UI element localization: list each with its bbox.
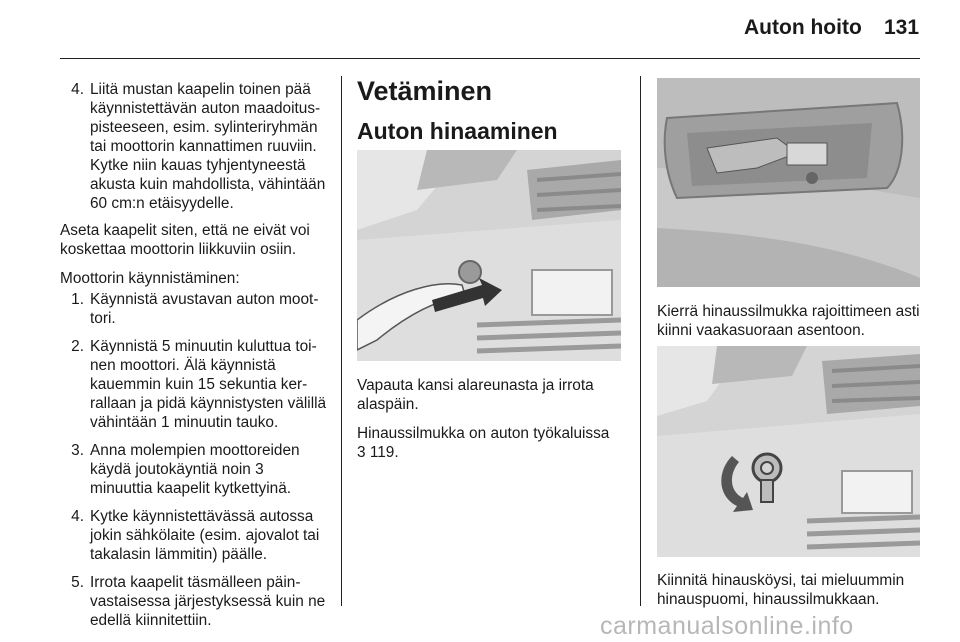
- subsection-heading: Auton hinaaminen: [357, 118, 558, 144]
- list-item: 4. Kytke käynnistettävässä autossa jokin sähkölaite (esim. ajovalot tai takalasin lämmitin) päälle.: [71, 508, 320, 563]
- caption-tow-eye-location: Hinaussilmukka on auton työkaluissa 3 119.: [357, 425, 610, 461]
- section-title: Auton hoito: [744, 16, 862, 39]
- paragraph-cables: Aseta kaapelit siten, että ne eivät voi koskettaa moottorin liikkuviin osiin.: [60, 222, 310, 258]
- list-item: 4. Liitä mustan kaapelin toinen pää käynnistettävän auton maadoituspisteeseen, esim. sylinteriryhmän tai moottorin kannattimen ruuviin. Kytke niin kauas tyhjentyneestä akusta kuin mahdollista, vähintään 60 cm:n etäisyydelle.: [71, 81, 326, 212]
- caption-attach-tow-rope: Kiinnitä hinausköysi, tai mieluummin hinauspuomi, hinaussilmukkaan.: [657, 572, 905, 608]
- column-divider-right: [640, 76, 641, 606]
- watermark: carmanualsonline.info: [600, 612, 854, 640]
- caption-screw-in-tow-eye: Kierrä hinaussilmukka rajoittimeen asti kiinni vaakasuoraan asentoon.: [657, 303, 920, 339]
- starting-steps-list: [64, 290, 330, 630]
- step-list-continued: [64, 80, 330, 213]
- page-number: 131: [884, 16, 920, 39]
- list-item: 3. Anna molempien moottoreiden käydä joutokäyntiä noin 3 minuuttia kaapelit kytkettyinä.: [71, 442, 300, 497]
- left-column: [60, 80, 330, 639]
- caption-remove-cover: Vapauta kansi alareunasta ja irrota alaspäin. Hinaussilmukka on auton työkaluissa 3 119.: [357, 376, 625, 472]
- paragraph-starting: Moottorin käynnistäminen:: [60, 270, 240, 287]
- bumper-cover-illustration: [357, 150, 621, 361]
- list-item: 1. Käynnistä avustavan auton moottori.: [71, 291, 319, 327]
- header-rule: [60, 58, 920, 59]
- list-item: 5. Irrota kaapelit täsmälleen päinvastaisessa järjestyksessä kuin ne edellä kiinnitettiin.: [71, 574, 326, 629]
- tow-eye-illustration: [657, 346, 920, 557]
- column-divider-left: [341, 76, 342, 606]
- tool-tray-illustration: [657, 78, 920, 287]
- list-item: 2. Käynnistä 5 minuutin kuluttua toinen moottori. Älä käynnistä kauemmin kuin 15 sekuntia kerrallaan ja pidä käynnistysten välillä vähintään 1 minuutin tauko.: [71, 338, 327, 431]
- section-heading: Vetäminen: [357, 76, 493, 106]
- page-reference[interactable]: 3 119.: [357, 444, 399, 461]
